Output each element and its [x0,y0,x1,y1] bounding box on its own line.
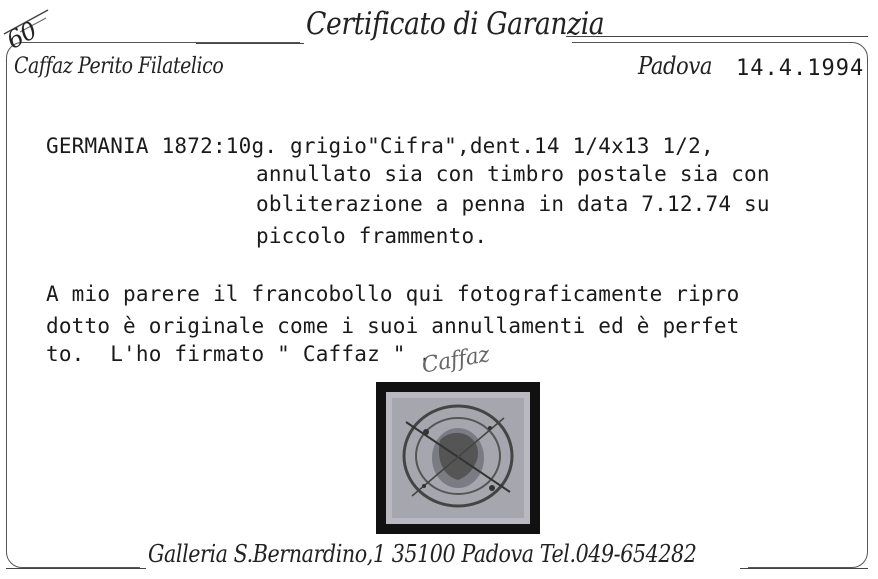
stamp-image-icon [386,392,530,524]
footer-rule-left [6,568,146,569]
certificate-title: Certificato di Garanzia [306,6,605,42]
footer-rule-right [740,568,868,569]
title-rule-right [566,36,868,37]
opinion-line-1: A mio parere il francobollo qui fotograficamente ripro [46,282,740,306]
footer-address: Galleria S.Bernardino,1 35100 Padova Tel.049-654282 [148,540,697,568]
corner-note-text: 60 [2,16,42,55]
title-rule-left [196,43,304,44]
opinion-line-3: to. L'ho firmato " Caffaz " . [46,342,432,366]
expert-name: Caffaz Perito Filatelico [14,54,224,79]
certificate-place: Padova [638,52,712,80]
description-line-2: annullato sia con timbro postale sia con [256,162,770,186]
stamp-photo [376,382,540,534]
stamp-signature: Caffaz [420,342,492,379]
corner-pencil-note [0,8,54,56]
description-line-1: GERMANIA 1872:10g. grigio"Cifra",dent.14 1/4x13 1/2, [46,134,714,158]
description-line-4: piccolo frammento. [256,224,488,248]
opinion-line-2: dotto è originale come i suoi annullamenti ed è perfet [46,314,740,338]
certificate-date: 14.4.1994 [736,56,865,81]
description-line-3: obliterazione a penna in data 7.12.74 su [256,192,770,216]
